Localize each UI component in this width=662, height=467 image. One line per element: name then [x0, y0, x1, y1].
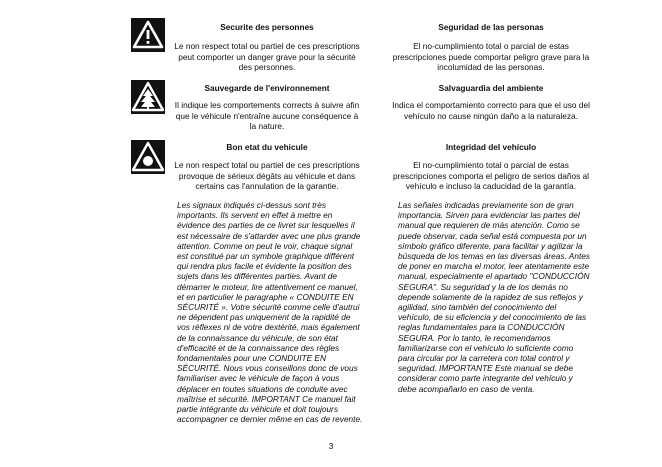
section-2-es-title: Salvaguardia del ambiente [438, 83, 544, 93]
section-2-fr-text: Il indique les comportements corrects à suivre afin que le véhicule n'entraîne aucune conséquence à la nature. [174, 100, 360, 132]
section-1-fr-title: Securite des personnes [220, 22, 314, 32]
page-number: 3 [328, 441, 334, 451]
section-1-fr-text: Le non respect total ou partiel de ces prescriptions peut comporter un danger grave pour la sécurité des personnes. [174, 41, 360, 73]
section-1-es-text: El no-cumplimiento total o parcial de estas prescripciones puede comportar peligro grave para la incolumidad de las personas. [392, 41, 590, 73]
section-3-es-text: El no-cumplimiento total o parcial de estas prescripciones comporta el peligro de serios daños al vehículo e incluso la caducidad de la garantía. [392, 160, 589, 192]
body-text-es: Las señales indicadas previamente son de gran importancia. Sirven para evidenciar las partes del manual que requieren de más atención. Como se puede observar, cada señal está compuesta por un símbolo gráfico diferente, para facilitar y agilizar la búsqueda de los temas en las diversas áreas. Antes de poner en marcha el motor, leer atentamente este manual, especialmente el apartado "CONDUCCIÓN SEGURA". Su seguridad y la de los demás no depende solamente de la rapidez de sus reflejos y agilidad, sino también del conocimiento del vehículo, de su eficiencia y del conocimiento de las reglas fundamentales para la CONDUCCIÓN SEGURA. Por lo tanto, le recomendamos familiarizarse con el vehículo lo suficiente como para circular por la carretera con total control y seguridad. IMPORTANTE Este manual se debe considerar como parte integrante del vehículo y debe acompañarlo en caso de venta. [398, 200, 591, 394]
section-3-fr-title: Bon etat du vehicule [226, 142, 308, 152]
vehicle-integrity-icon [131, 140, 165, 174]
environment-tree-icon [131, 80, 165, 114]
section-3-es-title: Integridad del vehículo [445, 142, 537, 152]
section-1-es-title: Seguridad de las personas [438, 22, 544, 32]
body-text-fr: Les signaux indiqués ci-dessus sont très importants. Ils servent en effet à mettre en évidence des parties de ce livret sur lesquelles il est nécessaire de s'attarder avec une plus grande attention. Comme on peut le voir, chaque signal est constitué par un symbole graphique différent qui rendra plus facile et évidente la position des sujets dans les différentes parties. Avant de démarrer le moteur, lire attentivement ce manuel, et en particulier le paragraphe « CONDUITE EN SÉCURITÉ ». Votre sécurité comme celle d'autrui ne dépendent pas uniquement de la rapidité de vos réflexes ni de votre dextérité, mais également de la connaissance du véhicule, de son état d'efficacité et de la connaissance des règles fondamentales pour une CONDUITE EN SÉCURITÉ. Nous vous conseillons donc de vous familiariser avec le véhicule de façon à vous déplacer en toutes situations de conduite avec maîtrise et sécurité. IMPORTANT Ce manuel fait partie intégrante du véhicule et doit toujours accompagner ce dernier même en cas de revente. [177, 200, 363, 425]
section-3-fr-text: Le non respect total ou partiel de ces prescriptions provoque de sérieux dégâts au véhicule et dans certains cas l'annulation de la garantie. [174, 160, 360, 192]
section-2-es-text: Indica el comportamiento correcto para que el uso del vehículo no cause ningún daño a la naturaleza. [392, 100, 590, 121]
section-2-fr-title: Sauvegarde de l'environnement [204, 83, 330, 93]
warning-triangle-icon [131, 18, 165, 52]
